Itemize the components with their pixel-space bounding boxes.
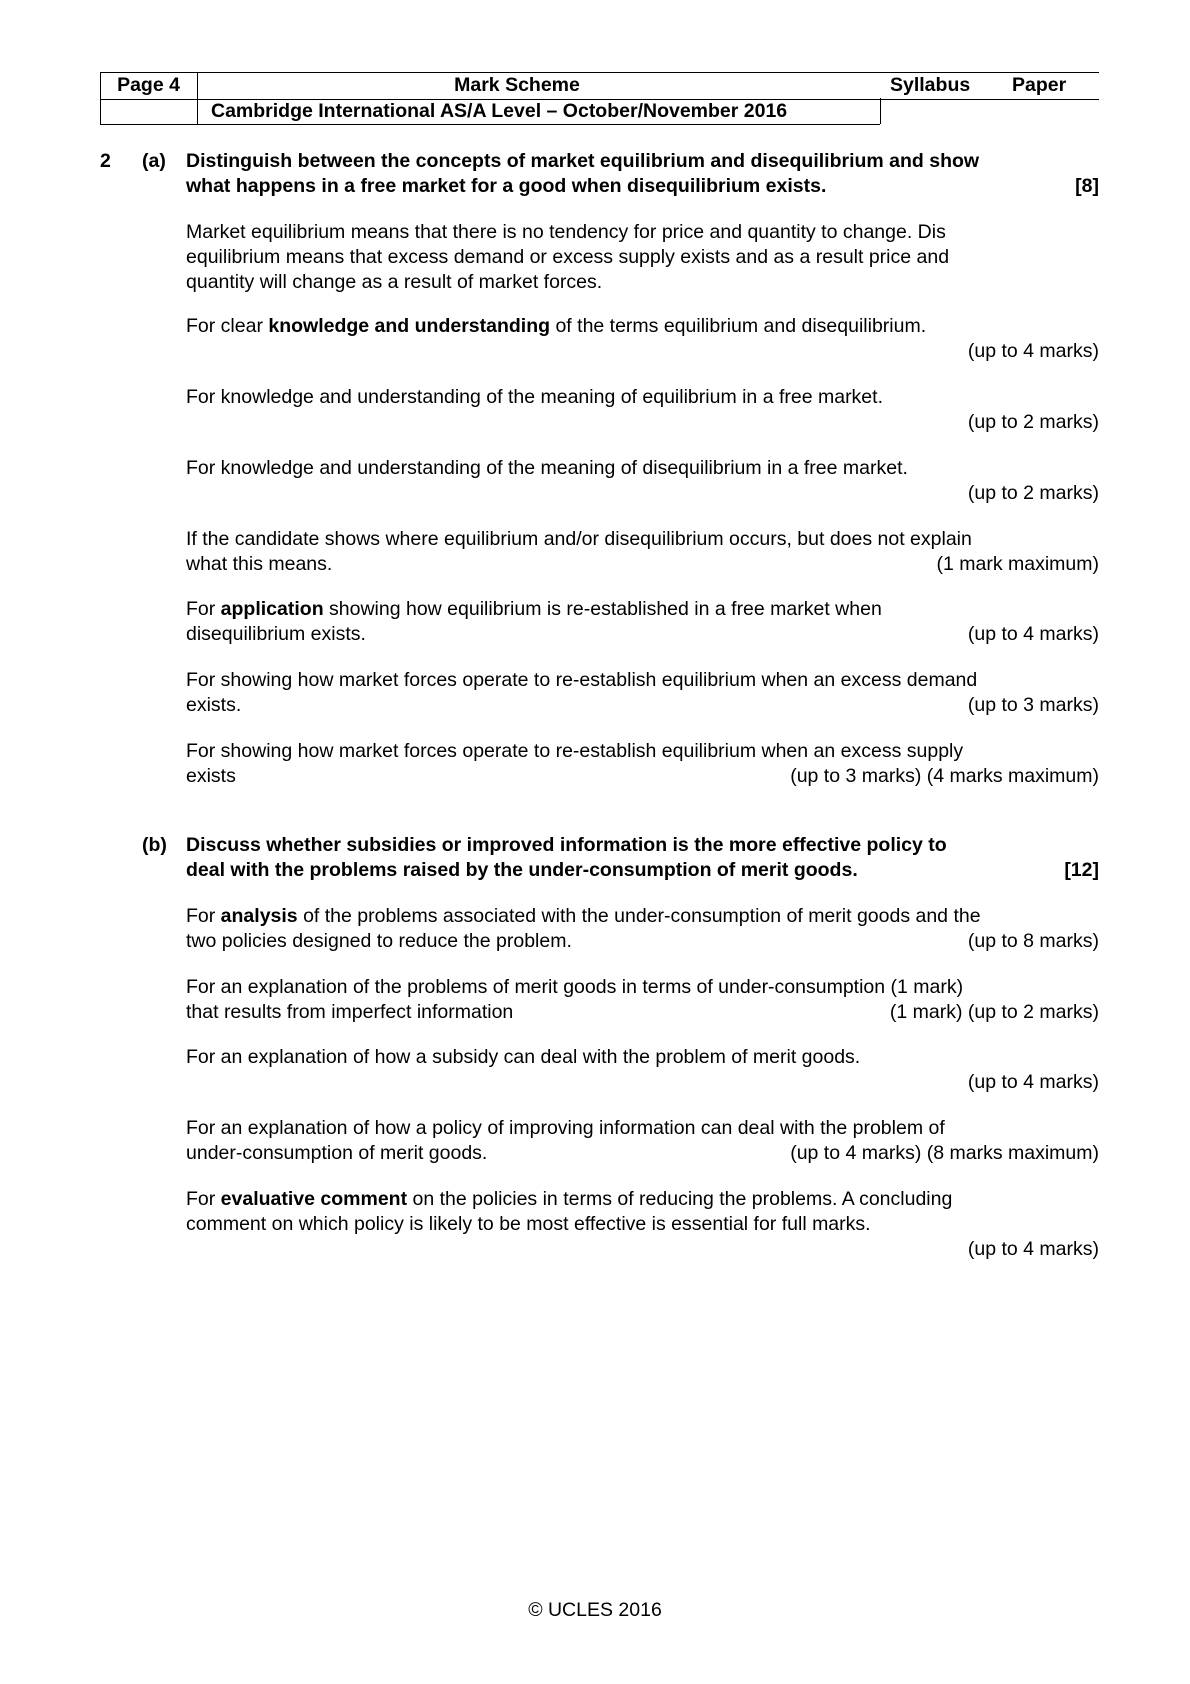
marks-label: (1 mark) (up to 2 marks) xyxy=(889,1001,1099,1023)
part-a-question: Distinguish between the concepts of market equilibrium and disequilibrium and show what happens in a free market for a good when disequilibrium exists. [8] xyxy=(186,150,1099,197)
marks-label: (1 mark maximum) xyxy=(936,553,1099,575)
marks-label: (up to 8 marks) xyxy=(967,930,1099,952)
part-a-label: (a) xyxy=(142,150,166,172)
syllabus-label: Syllabus xyxy=(890,74,971,96)
part-b-label: (b) xyxy=(142,834,167,856)
marks-label: (up to 2 marks) xyxy=(967,411,1099,433)
part-b-criterion-merit-goods: For an explanation of the problems of merit goods in terms of under-consumption (1 mark) that results from imperfect information (1 mark) (up to 2 marks) xyxy=(186,976,1099,1023)
marks-label: (up to 4 marks) xyxy=(967,1238,1099,1260)
part-a-total-marks: [8] xyxy=(1075,175,1099,197)
part-b-criterion-information: For an explanation of how a policy of improving information can deal with the problem of under-consumption of merit goods. (up to 4 marks) (8 marks maximum) xyxy=(186,1117,1099,1164)
part-b-criterion-subsidy: For an explanation of how a subsidy can deal with the problem of merit goods. (up to 4 marks) xyxy=(186,1046,1099,1093)
paper-label: Paper xyxy=(1012,74,1067,96)
marks-label: (up to 4 marks) xyxy=(967,340,1099,362)
question-number: 2 xyxy=(100,150,111,172)
copyright-footer: © UCLES 2016 xyxy=(528,1599,662,1621)
part-b-total-marks: [12] xyxy=(1064,859,1099,881)
marks-label: (up to 2 marks) xyxy=(967,482,1099,504)
exam-subtitle: Cambridge International AS/A Level – October/November 2016 xyxy=(211,100,788,122)
part-a-criterion-excess-supply: For showing how market forces operate to re-establish equilibrium when an excess supply exists (up to 3 marks) (4 marks maximum) xyxy=(186,740,1099,787)
part-a-criterion-knowledge: For clear knowledge and understanding of the terms equilibrium and disequilibrium. (up to 4 marks) xyxy=(186,315,1099,362)
part-a-intro: Market equilibrium means that there is no tendency for price and quantity to change. Dis equilibrium means that excess demand or excess supply exists and as a result price and quantity will change as a result of market forces. xyxy=(186,221,950,293)
part-b-question: Discuss whether subsidies or improved information is the more effective policy to deal with the problems raised by the under-consumption of merit goods. [12] xyxy=(186,834,1099,881)
part-a-criterion-shows: If the candidate shows where equilibrium and/or disequilibrium occurs, but does not explain what this means. (1 mark maximum) xyxy=(186,528,1099,575)
part-b-criterion-evaluation: For evaluative comment on the policies in terms of reducing the problems. A concluding comment on which policy is likely to be most effective is essential for full marks. (up to 4 marks) xyxy=(186,1188,1099,1260)
part-a-criterion-equilibrium: For knowledge and understanding of the meaning of equilibrium in a free market. (up to 2 marks) xyxy=(186,386,1099,433)
part-b-criterion-analysis: For analysis of the problems associated with the under-consumption of merit goods and the two policies designed to reduce the problem. (up to 8 marks) xyxy=(186,905,1099,952)
marks-label: (up to 4 marks) xyxy=(967,1071,1099,1093)
part-a-criterion-disequilibrium: For knowledge and understanding of the meaning of disequilibrium in a free market. (up to 2 marks) xyxy=(186,457,1099,504)
part-a-criterion-application: For application showing how equilibrium is re-established in a free market when disequilibrium exists. (up to 4 marks) xyxy=(186,598,1099,645)
document-title: Mark Scheme xyxy=(454,74,580,96)
page-number: Page 4 xyxy=(117,74,180,96)
marks-label: (up to 4 marks) xyxy=(967,623,1099,645)
marks-label: (up to 3 marks) (4 marks maximum) xyxy=(790,765,1099,787)
marks-label: (up to 4 marks) (8 marks maximum) xyxy=(790,1142,1099,1164)
part-a-criterion-excess-demand: For showing how market forces operate to re-establish equilibrium when an excess demand exists. (up to 3 marks) xyxy=(186,669,1099,716)
marks-label: (up to 3 marks) xyxy=(967,694,1099,716)
